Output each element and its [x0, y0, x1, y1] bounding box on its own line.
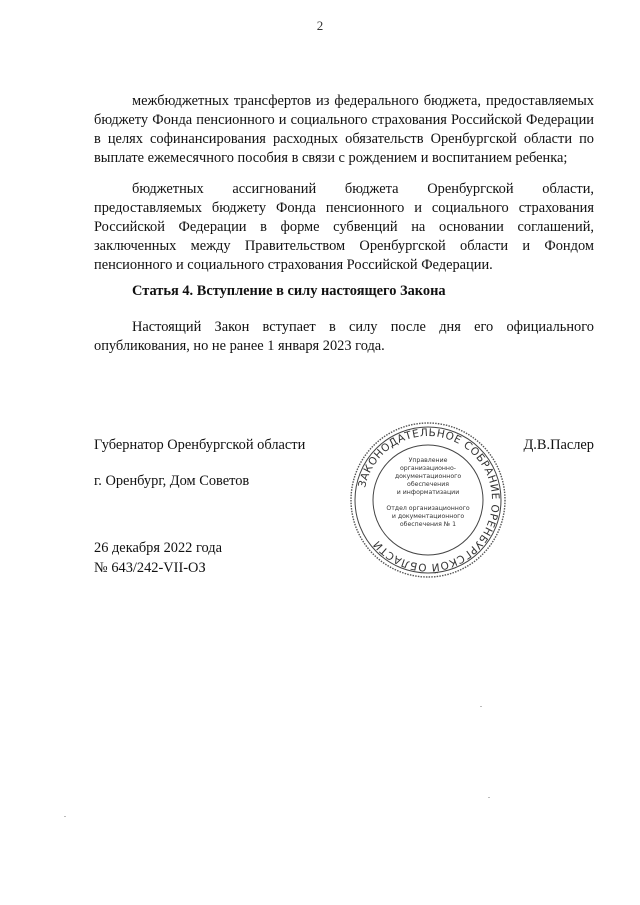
seal-line: документационного [394, 473, 462, 480]
paragraph-interbudget-transfers: межбюджетных трансфертов из федерального бюджета, предоставляемых бюджету Фонда пенсионного и социального страхования Российской Федерации в целях софинансирования расходных обязательств Оренбургской области по выплате ежемесячного пособия в связи с рождением и воспитанием ребенка; [94, 93, 594, 166]
official-seal [348, 420, 508, 580]
scan-speck [480, 706, 482, 707]
seal-line: организационно- [399, 465, 457, 472]
scan-speck [64, 816, 66, 817]
governor-title: Губернатор Оренбургской области [94, 437, 306, 453]
seal-line: и документационного [391, 513, 465, 520]
signing-place: г. Оренбург, Дом Советов [94, 473, 250, 489]
seal-line: обеспечения [407, 481, 449, 488]
law-number: № 643/242-VII-ОЗ [94, 560, 206, 576]
seal-line: Управление [408, 457, 448, 464]
scan-speck [488, 797, 490, 798]
seal-graphic [348, 420, 508, 580]
seal-line: и информатизации [396, 489, 460, 496]
article-4-text: Настоящий Закон вступает в силу после дня его официального опубликования, но не ранее 1 января 2023 года. [94, 319, 594, 354]
seal-line: Отдел организационного [386, 505, 470, 512]
governor-name: Д.В.Паслер [523, 437, 594, 453]
seal-ring-text: ЗАКОНОДАТЕЛЬНОЕ СОБРАНИЕ ОРЕНБУРГСКОЙ ОБЛАСТИ [356, 426, 502, 574]
paragraph-budget-allocations: бюджетных ассигнований бюджета Оренбургской области, предоставляемых бюджету Фонда пенсионного и социального страхования Российской Федерации в форме субвенций на основании соглашений, заключенных между Правительством Оренбургской области и Фондом пенсионного и социального страхования Российской Федерации. [94, 181, 594, 273]
page-number: 2 [316, 18, 324, 33]
law-date: 26 декабря 2022 года [94, 540, 223, 556]
seal-line: обеспечения № 1 [399, 521, 457, 528]
article-4-heading: Статья 4. Вступление в силу настоящего Закона [132, 283, 446, 299]
